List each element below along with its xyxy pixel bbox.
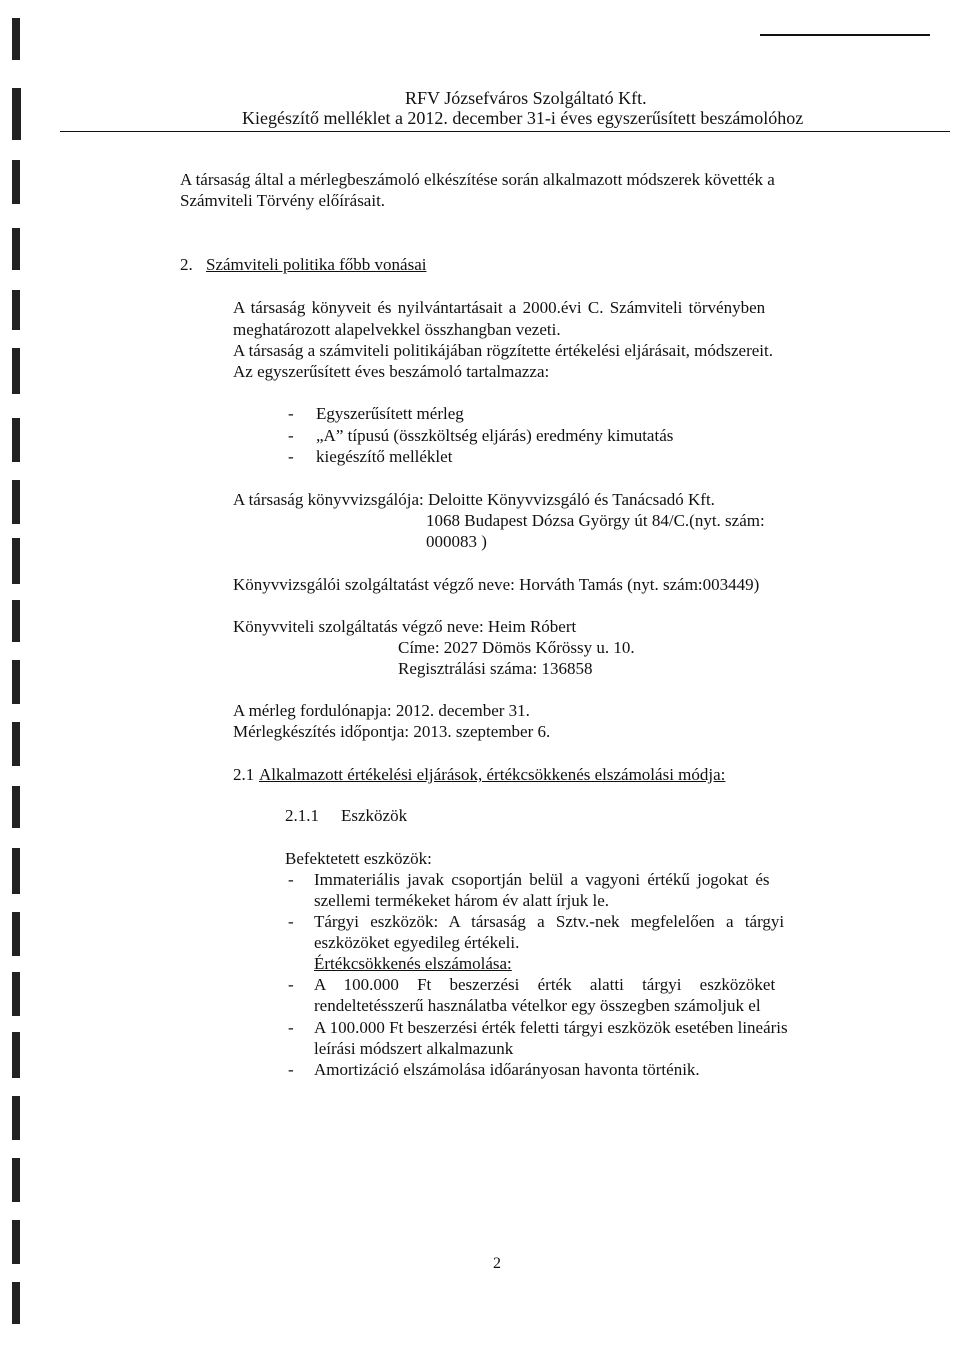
section-2-1-number: 2.1 bbox=[233, 765, 255, 784]
asset-dash-1: - bbox=[288, 870, 294, 889]
binding-holes bbox=[0, 0, 60, 1358]
header-rule bbox=[60, 131, 950, 132]
list-item-2: „A” típusú (összköltség eljárás) eredmény kimutatás bbox=[316, 426, 674, 445]
preparation-date: Mérlegkészítés időpontja: 2013. szeptember 6. bbox=[233, 722, 551, 741]
asset-item-3-line-1: A 100.000 Ft beszerzési érték alatti tárgyi eszközöket bbox=[314, 975, 776, 994]
asset-item-1-line-2: szellemi termékeket három év alatt írjuk le. bbox=[314, 891, 610, 910]
bookkeeper-name: Könyvviteli szolgáltatás végző neve: Heim Róbert bbox=[233, 617, 577, 636]
list-item-1: Egyszerűsített mérleg bbox=[316, 404, 464, 423]
asset-dash-2: - bbox=[288, 912, 294, 931]
top-scan-rule bbox=[760, 34, 930, 36]
policy-line-2: meghatározott alapelvekkel összhangban vezeti. bbox=[233, 320, 561, 339]
section-2-1-1-heading: Eszközök bbox=[341, 806, 408, 825]
asset-dash-3: - bbox=[288, 975, 294, 994]
asset-item-3-line-2: rendeltetésszerű használatba vételkor egy összegben számoljuk el bbox=[314, 996, 761, 1015]
policy-line-3: A társaság a számviteli politikájában rögzítette értékelési eljárásait, módszereit. bbox=[233, 341, 774, 360]
auditor-address: 1068 Budapest Dózsa György út 84/C.(nyt. szám: bbox=[426, 511, 765, 530]
audit-person: Könyvvizsgálói szolgáltatást végző neve: Horváth Tamás (nyt. szám:003449) bbox=[233, 575, 760, 594]
asset-dash-5: - bbox=[288, 1060, 294, 1079]
list-dash-3: - bbox=[288, 447, 294, 466]
depreciation-heading: Értékcsökkenés elszámolása: bbox=[314, 954, 512, 973]
policy-line-4: Az egyszerűsített éves beszámoló tartalmazza: bbox=[233, 362, 550, 381]
auditor-line: A társaság könyvvizsgálója: Deloitte Könyvvizsgáló és Tanácsadó Kft. bbox=[233, 490, 715, 509]
bookkeeper-address: Címe: 2027 Dömös Kőrössy u. 10. bbox=[398, 638, 635, 657]
asset-item-4-line-1: A 100.000 Ft beszerzési érték feletti tárgyi eszközök esetében lineáris bbox=[314, 1018, 788, 1037]
bookkeeper-registration: Regisztrálási száma: 136858 bbox=[398, 659, 593, 678]
page-number: 2 bbox=[493, 1255, 501, 1272]
balance-sheet-date: A mérleg fordulónapja: 2012. december 31. bbox=[233, 701, 530, 720]
list-item-3: kiegészítő melléklet bbox=[316, 447, 453, 466]
section-2-1-1-number: 2.1.1 bbox=[285, 806, 319, 825]
asset-item-2-line-2: eszközöket egyedileg értékeli. bbox=[314, 933, 520, 952]
company-name: RFV Józsefváros Szolgáltató Kft. bbox=[405, 88, 647, 108]
section-2-1-heading: Alkalmazott értékelési eljárások, értékcsökkenés elszámolási módja: bbox=[259, 765, 726, 784]
asset-item-2-line-1: Tárgyi eszközök: A társaság a Sztv.-nek megfelelően a tárgyi bbox=[314, 912, 785, 931]
asset-item-5: Amortizáció elszámolása időarányosan havonta történik. bbox=[314, 1060, 700, 1079]
fixed-assets-label: Befektetett eszközök: bbox=[285, 849, 432, 868]
asset-item-1-line-1: Immateriális javak csoportján belül a vagyoni értékű jogokat és bbox=[314, 870, 770, 889]
asset-item-4-line-2: leírási módszert alkalmazunk bbox=[314, 1039, 514, 1058]
intro-line-1: A társaság által a mérlegbeszámoló elkészítése során alkalmazott módszerek követték a bbox=[180, 170, 775, 189]
list-dash-1: - bbox=[288, 404, 294, 423]
policy-line-1: A társaság könyveit és nyilvántartásait a 2000.évi C. Számviteli törvényben bbox=[233, 298, 766, 317]
asset-dash-4: - bbox=[288, 1018, 294, 1037]
auditor-number: 000083 ) bbox=[426, 532, 487, 551]
document-subtitle: Kiegészítő melléklet a 2012. december 31-i éves egyszerűsített beszámolóhoz bbox=[242, 108, 804, 128]
list-dash-2: - bbox=[288, 426, 294, 445]
section-2-heading: Számviteli politika főbb vonásai bbox=[206, 255, 427, 274]
intro-line-2: Számviteli Törvény előírásait. bbox=[180, 191, 386, 210]
section-2-number: 2. bbox=[180, 255, 193, 274]
